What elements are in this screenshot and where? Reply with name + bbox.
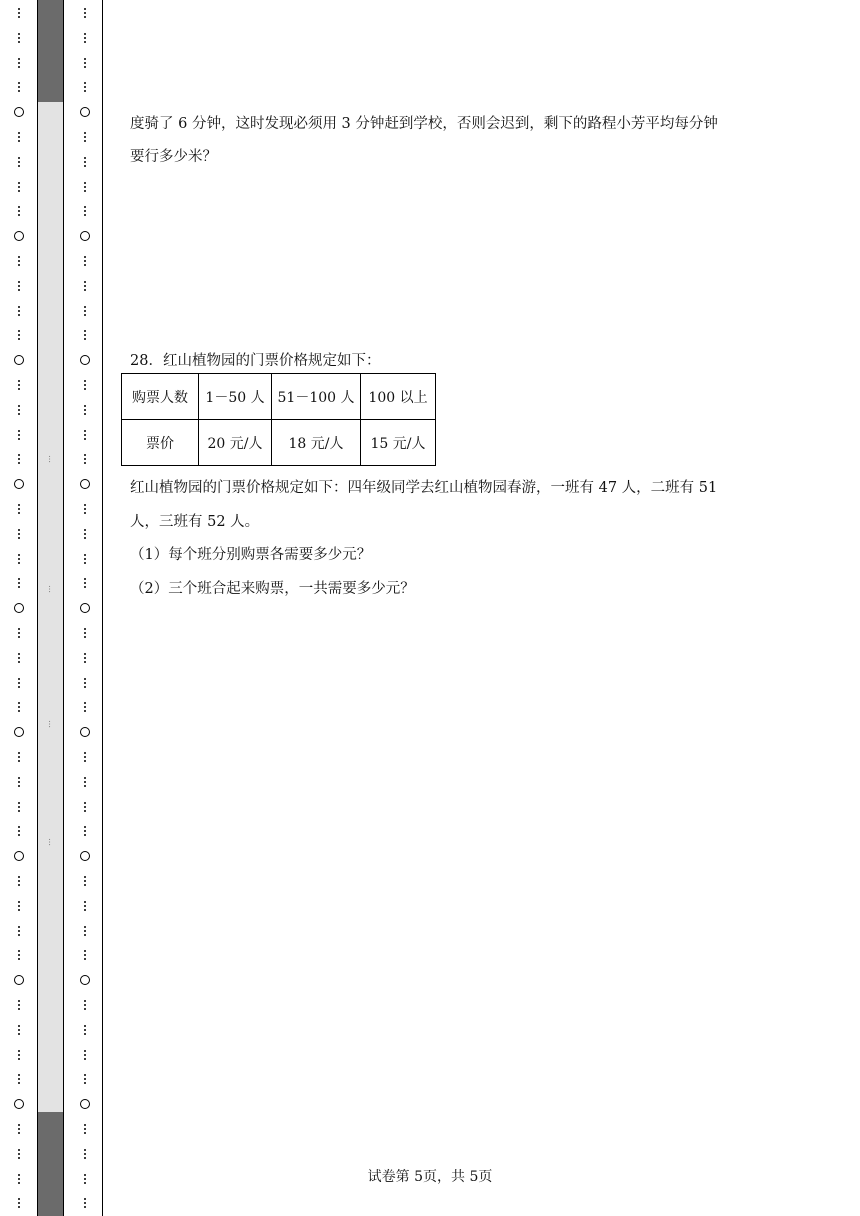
binding-dots-icon bbox=[70, 572, 100, 594]
binding-dots-icon bbox=[4, 746, 34, 768]
binding-dots-icon bbox=[4, 2, 34, 24]
binding-dots-icon bbox=[70, 250, 100, 272]
binding-dots-icon bbox=[4, 622, 34, 644]
binding-circle-icon bbox=[70, 225, 100, 247]
question-28-title: 28．红山植物园的门票价格规定如下： bbox=[130, 353, 381, 369]
binding-dots-icon bbox=[70, 523, 100, 545]
binding-circle-icon bbox=[4, 597, 34, 619]
binding-field-1: … bbox=[47, 455, 56, 464]
binding-dots-icon bbox=[4, 498, 34, 520]
binding-dots-icon bbox=[70, 498, 100, 520]
table-cell: 20 元/人 bbox=[199, 420, 272, 466]
binding-dots-icon bbox=[70, 399, 100, 421]
binding-dots-icon bbox=[70, 27, 100, 49]
binding-circle-icon bbox=[70, 721, 100, 743]
binding-circle-icon bbox=[4, 101, 34, 123]
binding-dots-icon bbox=[4, 1068, 34, 1090]
binding-dots-icon bbox=[4, 1044, 34, 1066]
binding-circle-icon bbox=[70, 845, 100, 867]
binding-dark-block-top bbox=[37, 0, 63, 102]
binding-field-4: … bbox=[47, 838, 56, 847]
binding-dots-icon bbox=[70, 870, 100, 892]
binding-dots-icon bbox=[70, 1192, 100, 1214]
binding-dots-icon bbox=[4, 374, 34, 396]
binding-line-1 bbox=[37, 0, 38, 1216]
binding-dots-icon bbox=[4, 1143, 34, 1165]
binding-dots-icon bbox=[70, 1044, 100, 1066]
binding-circle-icon bbox=[70, 597, 100, 619]
binding-circle-icon bbox=[70, 473, 100, 495]
binding-circle-icon bbox=[70, 1093, 100, 1115]
binding-dots-icon bbox=[70, 622, 100, 644]
binding-dots-icon bbox=[70, 2, 100, 24]
binding-dots-icon bbox=[70, 647, 100, 669]
binding-dots-icon bbox=[70, 548, 100, 570]
question-28-text-line-1: 红山植物园的门票价格规定如下：四年级同学去红山植物园春游，一班有 47 人，二班有 51 bbox=[130, 480, 718, 496]
table-cell: 100 以上 bbox=[361, 374, 436, 420]
binding-dots-icon bbox=[4, 771, 34, 793]
binding-dots-icon bbox=[70, 1068, 100, 1090]
binding-dots-icon bbox=[70, 424, 100, 446]
binding-dots-icon bbox=[70, 920, 100, 942]
binding-dots-icon bbox=[4, 1192, 34, 1214]
binding-dots-icon bbox=[4, 796, 34, 818]
binding-dots-icon bbox=[4, 1118, 34, 1140]
binding-field-3: … bbox=[47, 720, 56, 729]
binding-line-2 bbox=[63, 0, 64, 1216]
binding-dots-icon bbox=[4, 126, 34, 148]
binding-circle-icon bbox=[4, 969, 34, 991]
binding-circle-icon bbox=[70, 969, 100, 991]
binding-circle-icon bbox=[70, 349, 100, 371]
binding-dots-icon bbox=[4, 548, 34, 570]
table-cell: 18 元/人 bbox=[272, 420, 361, 466]
binding-field-2: … bbox=[47, 585, 56, 594]
question-27-line-1: 度骑了 6 分钟，这时发现必须用 3 分钟赶到学校，否则会迟到，剩下的路程小芳平均每分钟 bbox=[130, 116, 718, 132]
ticket-price-table bbox=[121, 373, 436, 466]
binding-dots-icon bbox=[4, 895, 34, 917]
binding-line-3 bbox=[102, 0, 103, 1216]
binding-dark-block-bottom bbox=[37, 1112, 63, 1216]
binding-dots-icon bbox=[70, 944, 100, 966]
binding-dots-icon bbox=[70, 176, 100, 198]
binding-dots-icon bbox=[4, 399, 34, 421]
page-footer: 试卷第 5页，共 5页 bbox=[367, 1169, 493, 1185]
binding-dots-icon bbox=[70, 820, 100, 842]
binding-dots-icon bbox=[4, 870, 34, 892]
table-cell: 15 元/人 bbox=[361, 420, 436, 466]
binding-dots-icon bbox=[70, 275, 100, 297]
binding-dots-icon bbox=[70, 200, 100, 222]
binding-dots-icon bbox=[70, 448, 100, 470]
binding-dots-icon bbox=[4, 424, 34, 446]
binding-circle-icon bbox=[4, 845, 34, 867]
binding-dots-icon bbox=[4, 176, 34, 198]
binding-dots-icon bbox=[4, 523, 34, 545]
binding-dots-icon bbox=[70, 672, 100, 694]
binding-dots-icon bbox=[4, 151, 34, 173]
question-27-line-2: 要行多少米？ bbox=[130, 149, 217, 165]
binding-dots-icon bbox=[4, 1019, 34, 1041]
binding-circle-icon bbox=[4, 721, 34, 743]
binding-dots-icon bbox=[70, 895, 100, 917]
binding-dots-icon bbox=[4, 200, 34, 222]
binding-circle-icon bbox=[4, 1093, 34, 1115]
binding-dots-icon bbox=[4, 250, 34, 272]
binding-circle-icon bbox=[70, 101, 100, 123]
table-cell: 购票人数 bbox=[122, 374, 199, 420]
binding-dots-icon bbox=[70, 1143, 100, 1165]
binding-circle-icon bbox=[4, 473, 34, 495]
binding-dots-icon bbox=[4, 920, 34, 942]
binding-dots-icon bbox=[70, 696, 100, 718]
binding-dots-icon bbox=[4, 52, 34, 74]
binding-dots-icon bbox=[70, 76, 100, 98]
binding-inner-column bbox=[70, 0, 100, 1216]
binding-dots-icon bbox=[4, 944, 34, 966]
table-row bbox=[122, 420, 436, 466]
binding-dots-icon bbox=[70, 300, 100, 322]
binding-dots-icon bbox=[70, 796, 100, 818]
binding-dots-icon bbox=[4, 672, 34, 694]
binding-dots-icon bbox=[70, 374, 100, 396]
binding-circle-icon bbox=[4, 225, 34, 247]
binding-dots-icon bbox=[4, 994, 34, 1016]
binding-outer-column bbox=[4, 0, 34, 1216]
binding-grey-strip bbox=[37, 0, 63, 1216]
binding-dots-icon bbox=[4, 820, 34, 842]
binding-dots-icon bbox=[70, 126, 100, 148]
question-28-sub-2: （2）三个班合起来购票，一共需要多少元？ bbox=[130, 581, 415, 597]
binding-dots-icon bbox=[70, 151, 100, 173]
question-28-sub-1: （1）每个班分别购票各需要多少元？ bbox=[130, 547, 372, 563]
question-28-text-line-2: 人，三班有 52 人。 bbox=[130, 514, 260, 530]
binding-dots-icon bbox=[4, 448, 34, 470]
binding-dots-icon bbox=[4, 76, 34, 98]
binding-dots-icon bbox=[4, 275, 34, 297]
binding-dots-icon bbox=[70, 1118, 100, 1140]
binding-dots-icon bbox=[4, 324, 34, 346]
table-cell: 票价 bbox=[122, 420, 199, 466]
binding-dots-icon bbox=[4, 300, 34, 322]
binding-dots-icon bbox=[4, 696, 34, 718]
binding-dots-icon bbox=[4, 27, 34, 49]
binding-dots-icon bbox=[70, 771, 100, 793]
binding-margin bbox=[0, 0, 104, 1216]
binding-dots-icon bbox=[70, 994, 100, 1016]
table-cell: 1－50 人 bbox=[199, 374, 272, 420]
binding-dots-icon bbox=[4, 647, 34, 669]
table-row bbox=[122, 374, 436, 420]
binding-dots-icon bbox=[70, 746, 100, 768]
binding-dots-icon bbox=[70, 1019, 100, 1041]
binding-dots-icon bbox=[70, 324, 100, 346]
binding-dots-icon bbox=[4, 572, 34, 594]
table-cell: 51－100 人 bbox=[272, 374, 361, 420]
binding-circle-icon bbox=[4, 349, 34, 371]
binding-dots-icon bbox=[70, 52, 100, 74]
